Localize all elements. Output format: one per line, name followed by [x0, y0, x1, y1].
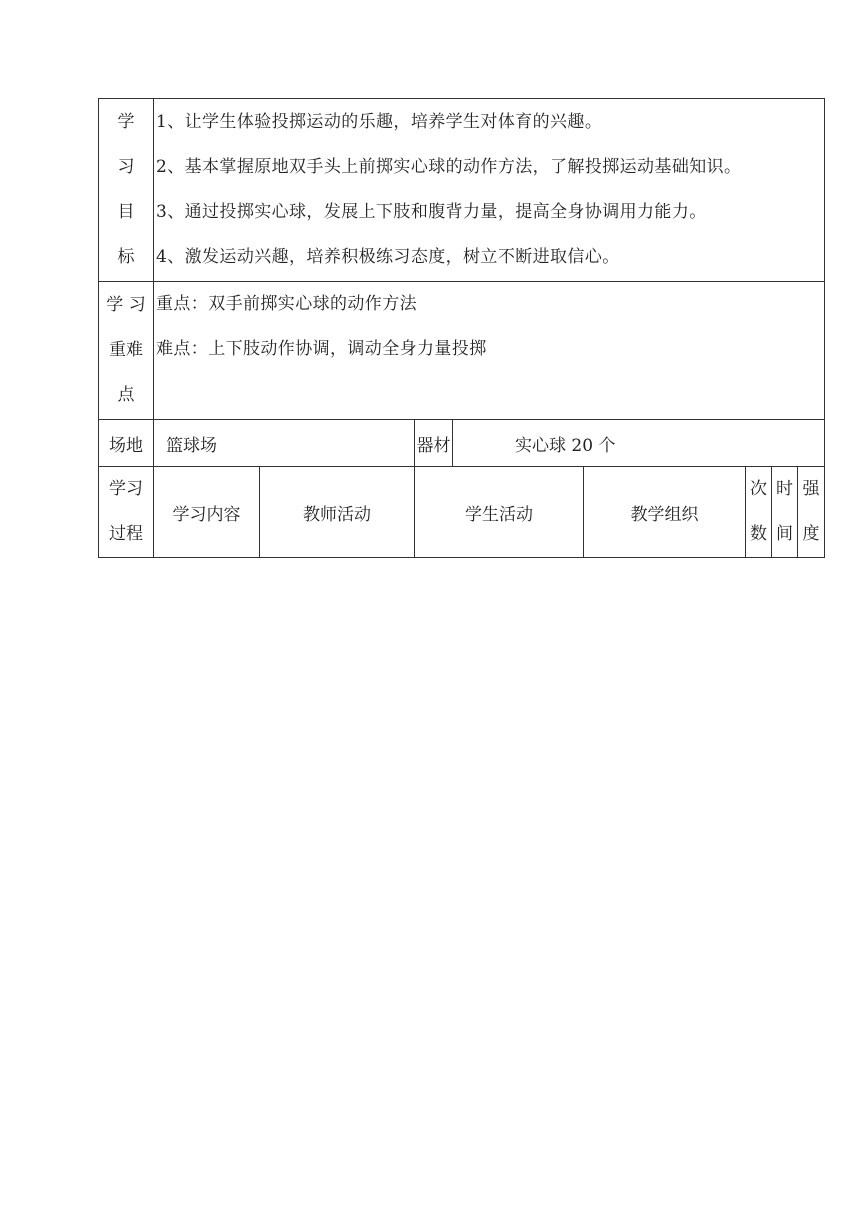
process-label: 学习 过程 [99, 467, 154, 558]
header-student-activity: 学生活动 [415, 467, 584, 558]
objective-item: 4、激发运动兴趣，培养积极练习态度，树立不断进取信心。 [156, 247, 620, 267]
venue-row [99, 420, 825, 467]
header-teacher-activity: 教师活动 [260, 467, 415, 558]
objectives-list [154, 99, 825, 282]
objectives-row [99, 99, 825, 282]
objective-item: 2、基本掌握原地双手头上前掷实心球的动作方法，了解投掷运动基础知识。 [156, 157, 742, 177]
header-time: 时 间 [772, 467, 798, 558]
header-intensity: 强 度 [798, 467, 825, 558]
equipment-label: 器材 [415, 420, 453, 467]
objective-item: 1、让学生体验投掷运动的乐趣，培养学生对体育的兴趣。 [156, 112, 603, 132]
venue-value: 篮球场 [154, 420, 415, 467]
header-content: 学习内容 [154, 467, 260, 558]
header-count: 次 数 [746, 467, 772, 558]
equipment-value: 实心球 20 个 [453, 420, 825, 467]
objective-item: 3、通过投掷实心球，发展上下肢和腹背力量，提高全身协调用力能力。 [156, 202, 707, 222]
difficult-point-item: 难点：上下肢动作协调，调动全身力量投掷 [156, 339, 487, 359]
key-points-row [99, 282, 825, 420]
lesson-plan-page [98, 98, 824, 558]
lesson-plan-table [98, 98, 825, 558]
key-point-item: 重点：双手前掷实心球的动作方法 [156, 294, 417, 314]
key-points-label: 学 习 重难 点 [99, 282, 154, 420]
objectives-label: 学 习 目 标 [99, 99, 154, 282]
process-header-row [99, 467, 825, 558]
header-organization: 教学组织 [584, 467, 746, 558]
key-points-list [154, 282, 825, 420]
venue-label: 场地 [99, 420, 154, 467]
